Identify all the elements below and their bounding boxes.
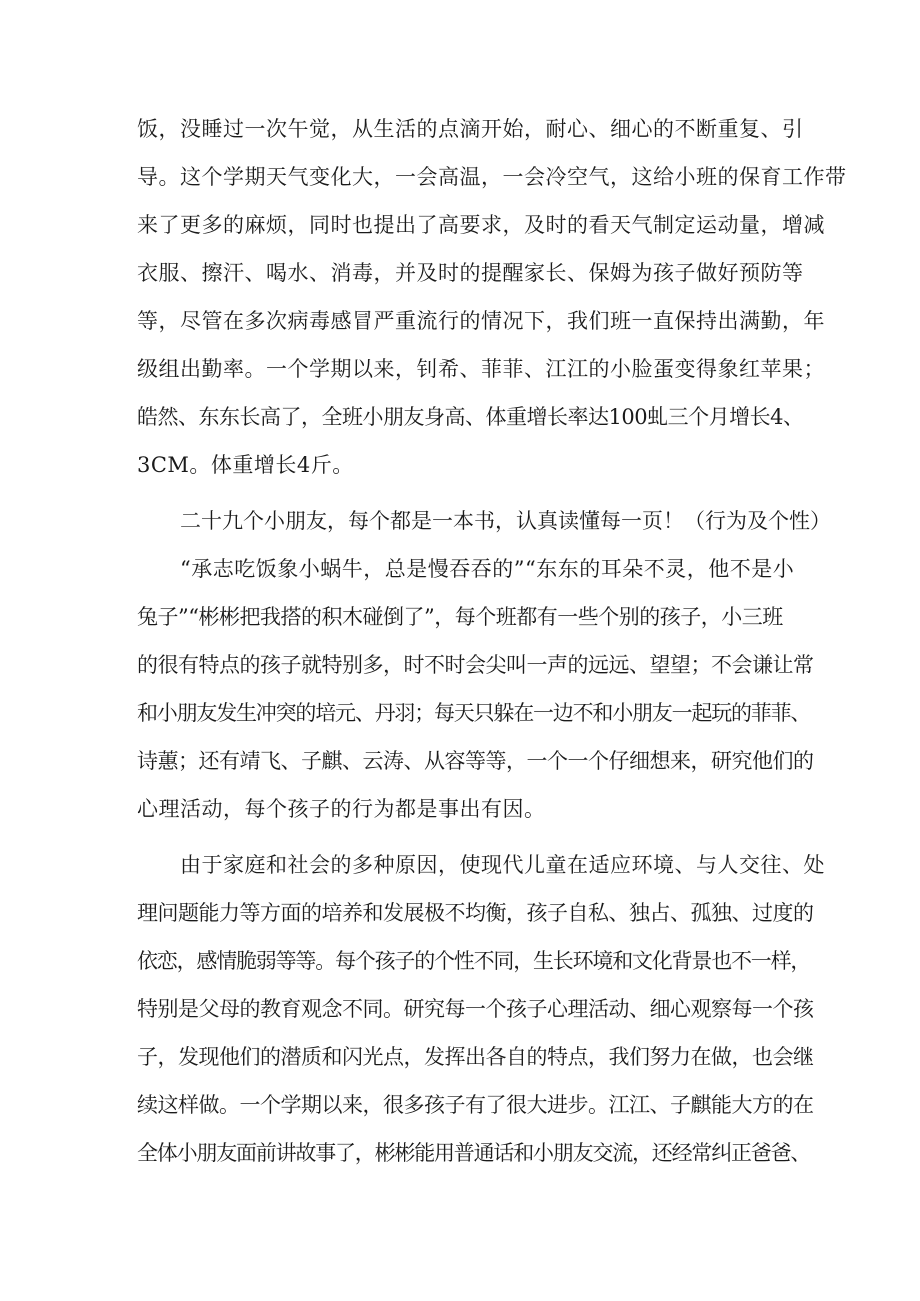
text-line: 来了更多的麻烦，同时也提出了高要求，及时的看天气制定运动量，增减 bbox=[137, 213, 825, 237]
text-line: 特别是父母的教育观念不同。研究每一个孩子心理活动、细心观察每一个孩 bbox=[137, 997, 814, 1021]
text-line: 衣服、擦汗、喝水、消毒，并及时的提醒家长、保姆为孩子做好预防等 bbox=[137, 261, 804, 285]
text-line: 诗蕙；还有靖飞、子麒、云涛、从容等等，一个一个仔细想来，研究他们的 bbox=[137, 749, 814, 773]
text-line: 3CM。体重增长4斤。 bbox=[137, 453, 354, 477]
text-line: 兔子”“彬彬把我搭的积木碰倒了”，每个班都有一些个别的孩子，小三班 bbox=[137, 605, 783, 629]
text-line: 和小朋友发生冲突的培元、丹羽；每天只躲在一边不和小朋友一起玩的菲菲、 bbox=[137, 701, 811, 725]
text-line: 导。这个学期天气变化大，一会高温，一会冷空气，这给小班的保育工作带 bbox=[137, 165, 847, 189]
text-line: 理问题能力等方面的培养和发展极不均衡，孩子自私、独占、孤独、过度的 bbox=[137, 901, 814, 925]
text-line: 的很有特点的孩子就特别多，时不时会尖叫一声的远远、望望；不会谦让常 bbox=[137, 653, 814, 677]
text-line: 心理活动，每个孩子的行为都是事出有因。 bbox=[137, 797, 546, 821]
text-line: 由于家庭和社会的多种原因，使现代儿童在适应环境、与人交往、处 bbox=[180, 853, 825, 877]
text-line: 皓然、东东长高了，全班小朋友身高、体重增长率达100虬三个月增长4、 bbox=[137, 405, 804, 429]
text-line: 级组出勤率。一个学期以来，钊希、菲菲、江江的小脸蛋变得象红苹果； bbox=[137, 357, 825, 381]
paragraph-heading: 二十九个小朋友，每个都是一本书，认真读懂每一页！（行为及个性） bbox=[180, 509, 831, 533]
text-line: 续这样做。一个学期以来，很多孩子有了很大进步。江江、子麒能大方的在 bbox=[137, 1093, 814, 1117]
text-line: 依恋，感情脆弱等等。每个孩子的个性不同，生长环境和文化背景也不一样， bbox=[137, 949, 811, 973]
text-line: 饭，没睡过一次午觉，从生活的点滴开始，耐心、细心的不断重复、引 bbox=[137, 117, 804, 141]
text-line: 全体小朋友面前讲故事了，彬彬能用普通话和小朋友交流，还经常纠正爸爸、 bbox=[137, 1141, 811, 1165]
text-line: 等，尽管在多次病毒感冒严重流行的情况下，我们班一直保持出满勤，年 bbox=[137, 309, 825, 333]
text-line: “承志吃饭象小蜗牛，总是慢吞吞的”“东东的耳朵不灵，他不是小 bbox=[180, 557, 795, 581]
text-line: 子，发现他们的潜质和闪光点，发挥出各自的特点，我们努力在做，也会继 bbox=[137, 1045, 814, 1069]
